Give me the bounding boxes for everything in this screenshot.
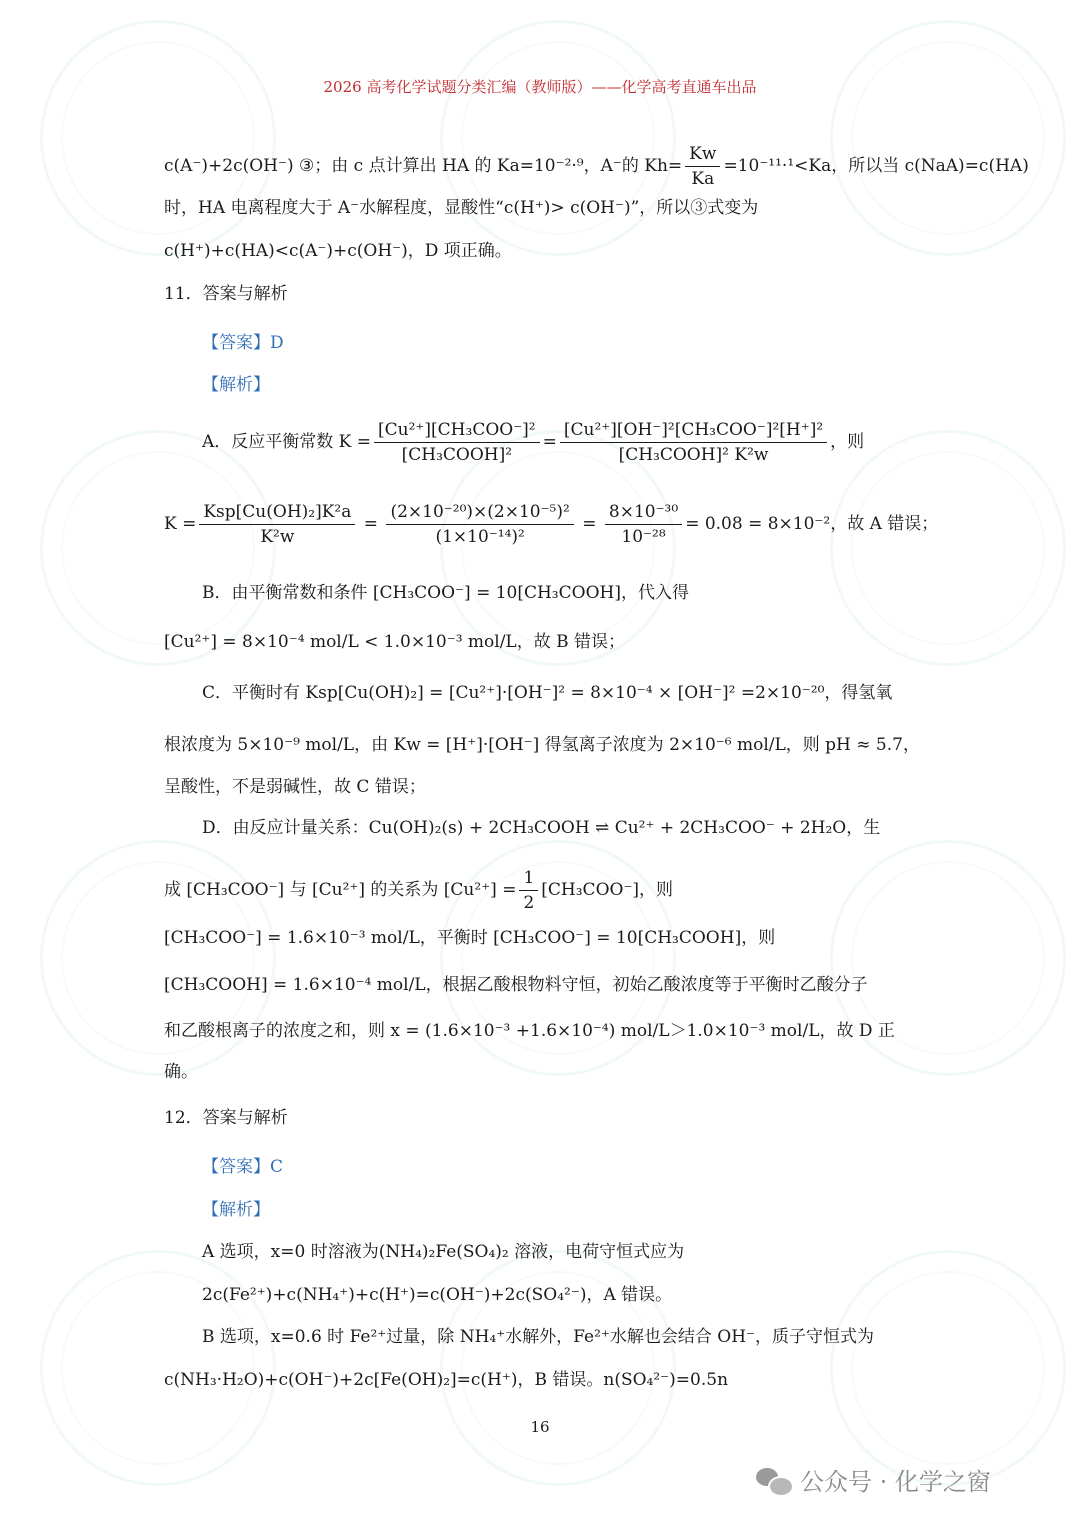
text-line: A 选项，x=0 时溶液为(NH₄)₂Fe(SO₄)₂ 溶液，电荷守恒式应为 xyxy=(202,1242,685,1262)
text-line: 根浓度为 5×10⁻⁹ mol/L，由 Kw = [H⁺]·[OH⁻] 得氢离子浓度为 2×10⁻⁶ mol/L，则 pH ≈ 5.7， xyxy=(164,735,920,755)
page-number: 16 xyxy=(530,1418,550,1436)
fraction xyxy=(519,866,538,915)
question-heading: 11．答案与解析 xyxy=(164,284,288,304)
text-line: 和乙酸根离子的浓度之和，则 x = (1.6×10⁻³ +1.6×10⁻⁴) mol/L＞1.0×10⁻³ mol/L，故 D 正 xyxy=(164,1021,895,1041)
answer-line xyxy=(202,329,284,357)
text-segment: K = xyxy=(164,514,197,534)
fraction xyxy=(560,418,827,467)
equation-line xyxy=(164,866,673,915)
fraction-numerator: [Cu²⁺][CH₃COO⁻]² xyxy=(374,418,540,443)
answer-tag: 【答案】 xyxy=(202,333,270,353)
explanation-tag xyxy=(202,371,270,399)
explanation-label: 【解析】 xyxy=(202,375,270,395)
text-line: B．由平衡常数和条件 [CH₃COO⁻] = 10[CH₃COOH]，代入得 xyxy=(202,583,689,603)
text-line: 2c(Fe²⁺)+c(NH₄⁺)+c(H⁺)=c(OH⁻)+2c(SO₄²⁻)，A 错误。 xyxy=(202,1285,673,1305)
fraction-numerator: 1 xyxy=(519,866,538,891)
explanation-label: 【解析】 xyxy=(202,1200,270,1220)
explanation-tag xyxy=(202,1196,270,1224)
text-line: B 选项，x=0.6 时 Fe²⁺过量，除 NH₄⁺水解外，Fe²⁺水解也会结合 OH⁻，质子守恒式为 xyxy=(202,1327,875,1347)
fraction-denominator: Ka xyxy=(691,169,715,189)
text-line: 时，HA 电离程度大于 A⁻水解程度，显酸性“c(H⁺)> c(OH⁻)”，所以③式变为 xyxy=(164,198,759,218)
text-line: 呈酸性，不是弱碱性，故 C 错误； xyxy=(164,777,426,797)
fraction-denominator: 2 xyxy=(523,893,535,913)
text-segment: ，则 xyxy=(830,432,865,452)
fraction xyxy=(374,418,540,467)
wechat-footer xyxy=(756,1462,991,1497)
answer-value: D xyxy=(270,333,284,353)
fraction-denominator: [CH₃COOH]² K²w xyxy=(618,445,769,465)
question-heading: 12．答案与解析 xyxy=(164,1108,288,1128)
text-segment: [CH₃COO⁻]，则 xyxy=(541,880,674,900)
text-line xyxy=(164,142,1029,191)
answer-line xyxy=(202,1153,283,1181)
text-segment: =10⁻¹¹·¹<Ka，所以当 c(NaA)=c(HA) xyxy=(723,156,1029,176)
fraction-denominator: [CH₃COOH]² xyxy=(401,445,513,465)
answer-value: C xyxy=(270,1157,284,1177)
text-segment: c(A⁻)+2c(OH⁻) ③；由 c 点计算出 HA 的 Ka=10⁻²·⁹，A⁻的 Kh= xyxy=(164,156,683,176)
text-line: c(NH₃·H₂O)+c(OH⁻)+2c[Fe(OH)₂]=c(H⁺)，B 错误。n(SO₄²⁻)=0.5n xyxy=(164,1370,729,1390)
text-line: [CH₃COO⁻] = 1.6×10⁻³ mol/L，平衡时 [CH₃COO⁻] = 10[CH₃COOH]，则 xyxy=(164,928,776,948)
fraction-denominator: 10⁻²⁸ xyxy=(621,527,666,547)
equals-sign: = xyxy=(542,432,557,452)
text-segment: 成 [CH₃COO⁻] 与 [Cu²⁺] 的关系为 [Cu²⁺] = xyxy=(164,880,517,900)
answer-tag: 【答案】 xyxy=(202,1157,270,1177)
text-line: C．平衡时有 Ksp[Cu(OH)₂] = [Cu²⁺]·[OH⁻]² = 8×10⁻⁴ × [OH⁻]² =2×10⁻²⁰，得氢氧 xyxy=(202,683,893,703)
fraction-numerator: Kw xyxy=(685,142,720,167)
text-line: [CH₃COOH] = 1.6×10⁻⁴ mol/L，根据乙酸根物料守恒，初始乙酸浓度等于平衡时乙酸分子 xyxy=(164,975,868,995)
footer-text: 公众号 · 化学之窗 xyxy=(800,1468,991,1496)
text-line: D．由反应计量关系：Cu(OH)₂(s) + 2CH₃COOH ⇌ Cu²⁺ + 2CH₃COO⁻ + 2H₂O，生 xyxy=(202,818,881,838)
equation-line: K = $\frac{\text{Ksp[Cu(OH)₂]K²a}}{\text{K²w}}$ = $\frac{\text{(2×10⁻²⁰)×(2×10⁻⁵)²}}{\text{(1×10⁻¹⁴)²}}$ = $\frac{\text{8×10⁻³⁰}}{\text{10⁻²⁸}}$ = 0.08 = 8×10⁻²，故 A 错误； xyxy=(164,502,939,547)
text-line: c(H⁺)+c(HA)<c(A⁻)+c(OH⁻)，D 项正确。 xyxy=(164,241,512,261)
fraction-denominator: K²w xyxy=(260,527,295,547)
fraction-denominator: (1×10⁻¹⁴)² xyxy=(435,527,525,547)
text-segment: A．反应平衡常数 K = xyxy=(202,432,372,452)
text-line: 确。 xyxy=(164,1062,198,1082)
fraction xyxy=(685,142,720,191)
wechat-icon xyxy=(756,1466,792,1494)
fraction-numerator: (2×10⁻²⁰)×(2×10⁻⁵)² xyxy=(386,500,573,525)
fraction xyxy=(605,500,682,549)
fraction-numerator: 8×10⁻³⁰ xyxy=(605,500,682,525)
fraction xyxy=(386,500,573,549)
text-segment: = 0.08 = 8×10⁻²，故 A 错误； xyxy=(685,514,939,534)
equation-line xyxy=(202,418,864,467)
watermark-seal xyxy=(830,20,1066,256)
text-line: [Cu²⁺] = 8×10⁻⁴ mol/L < 1.0×10⁻³ mol/L，故 B 错误； xyxy=(164,632,626,652)
fraction xyxy=(199,500,355,549)
fraction-numerator: Ksp[Cu(OH)₂]K²a xyxy=(199,500,355,525)
fraction-numerator: [Cu²⁺][OH⁻]²[CH₃COO⁻]²[H⁺]² xyxy=(560,418,827,443)
watermark-seal xyxy=(830,1250,1066,1486)
page-header: 2026 高考化学试题分类汇编（教师版）——化学高考直通车出品 xyxy=(323,78,757,96)
